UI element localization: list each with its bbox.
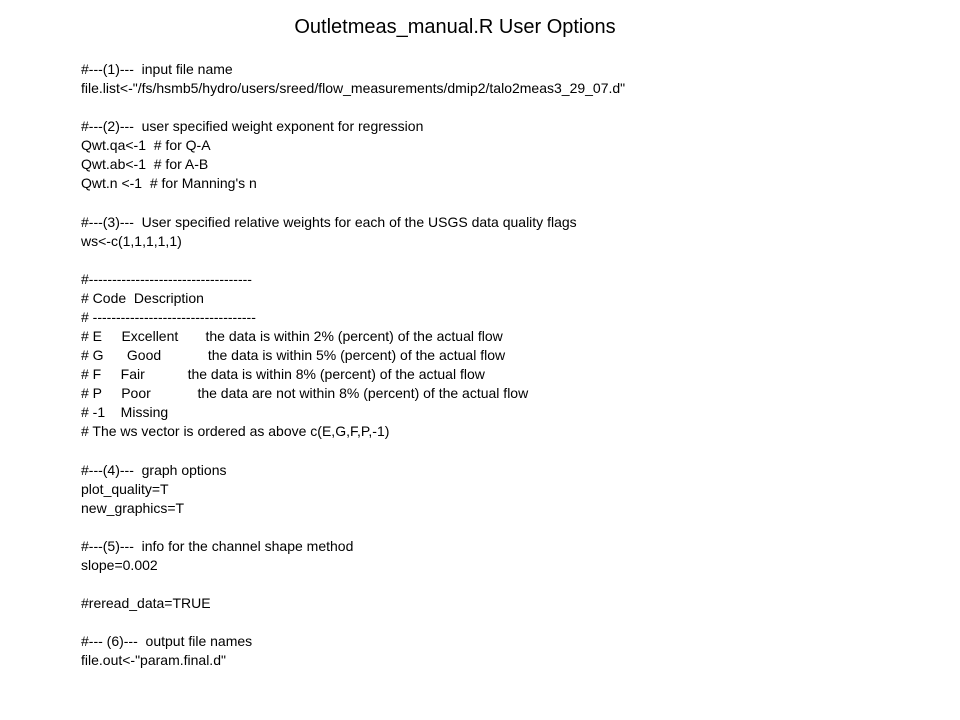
flag-missing-line: # -1 Missing — [81, 404, 169, 421]
blank-line — [81, 575, 625, 594]
blank-line — [81, 442, 625, 461]
qwt-n-line: Qwt.n <-1 # for Manning's n — [81, 175, 257, 192]
flag-fair-line: # F Fair the data is within 8% (percent) of the actual flow — [81, 366, 485, 383]
plot-quality-line: plot_quality=T — [81, 480, 169, 497]
section-5-comment: #---(5)--- info for the channel shape method — [81, 537, 354, 554]
code-listing — [81, 60, 625, 671]
ws-vector-line: ws<-c(1,1,1,1,1) — [81, 232, 182, 249]
code-description-header: # Code Description — [81, 289, 204, 306]
reread-data-line: #reread_data=TRUE — [81, 595, 211, 612]
slope-line: slope=0.002 — [81, 557, 158, 574]
qwt-ab-line: Qwt.ab<-1 # for A-B — [81, 156, 209, 173]
section-4-comment: #---(4)--- graph options — [81, 461, 227, 478]
blank-line — [81, 613, 625, 632]
section-6-comment: #--- (6)--- output file names — [81, 633, 253, 650]
file-list-assignment: file.list<-"/fs/hsmb5/hydro/users/sreed/flow_measurements/dmip2/talo2meas3_29_07.d" — [81, 80, 626, 97]
blank-line — [81, 251, 625, 270]
flag-excellent-line: # E Excellent the data is within 2% (percent) of the actual flow — [81, 328, 503, 345]
divider-line: # ----------------------------------- — [81, 309, 256, 326]
blank-line — [81, 194, 625, 213]
blank-line — [81, 518, 625, 537]
section-3-comment: #---(3)--- User specified relative weights for each of the USGS data quality flags — [81, 213, 577, 230]
section-2-comment: #---(2)--- user specified weight exponent for regression — [81, 118, 424, 135]
file-out-line: file.out<-"param.final.d" — [81, 652, 226, 669]
qwt-qa-line: Qwt.qa<-1 # for Q-A — [81, 137, 211, 154]
flag-poor-line: # P Poor the data are not within 8% (percent) of the actual flow — [81, 385, 529, 402]
section-1-comment: #---(1)--- input file name — [81, 61, 233, 77]
new-graphics-line: new_graphics=T — [81, 499, 185, 516]
ws-order-note: # The ws vector is ordered as above c(E,G,F,P,-1) — [81, 423, 390, 440]
divider-line: #----------------------------------- — [81, 270, 252, 287]
blank-line — [81, 98, 625, 117]
flag-good-line: # G Good the data is within 5% (percent) of the actual flow — [81, 347, 506, 364]
page-title: Outletmeas_manual.R User Options — [294, 16, 616, 38]
